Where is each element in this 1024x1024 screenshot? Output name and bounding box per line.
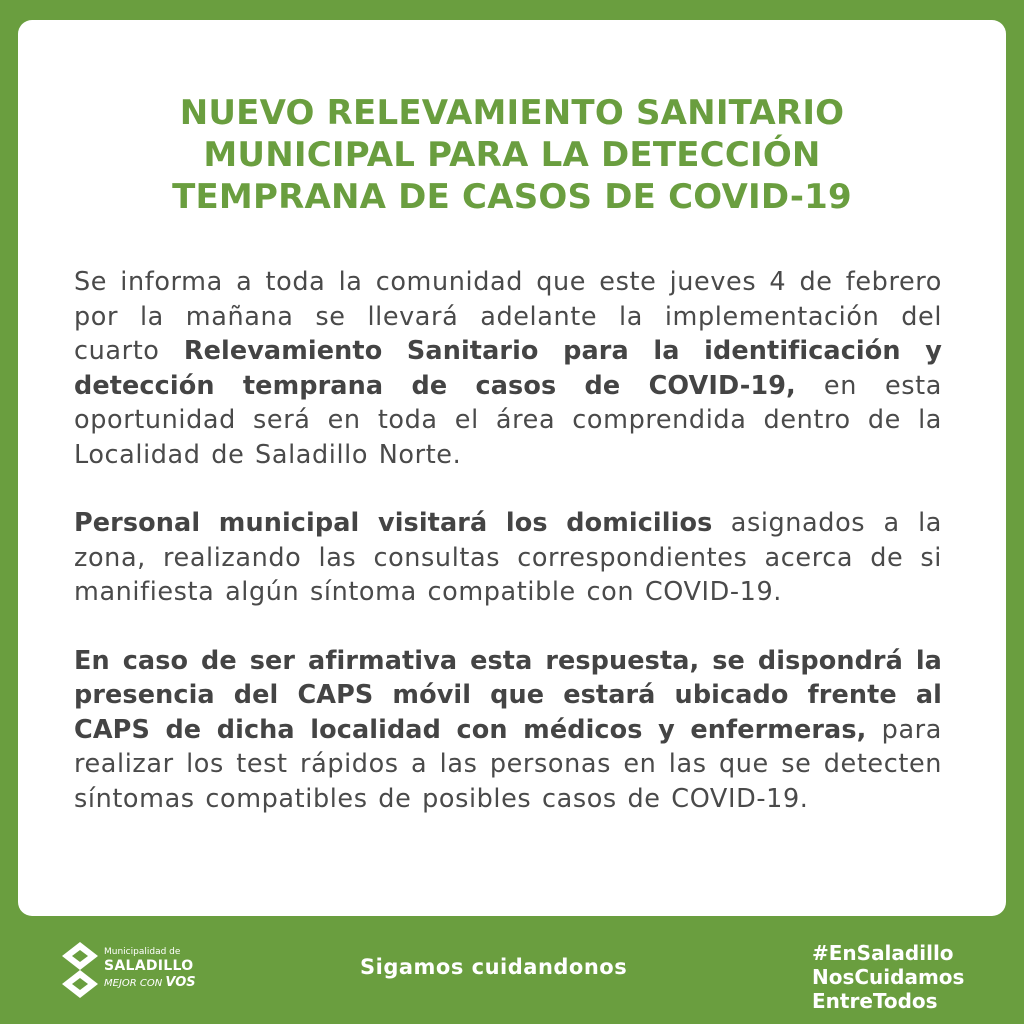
paragraph-1-rest: en esta oportunidad será en toda el área comprendida dentro de la Localidad de Saladillo Norte. (74, 370, 943, 470)
paragraph-1 (74, 265, 942, 472)
logo-tag-prefix: MEJOR CON (104, 978, 163, 989)
hashtag-line-3: EntreTodos (812, 989, 938, 1013)
municipality-logo (62, 940, 202, 1000)
announcement-body (74, 265, 942, 850)
announcement-card (18, 20, 1006, 916)
title-line-2: MUNICIPAL PARA LA DETECCIÓN (203, 135, 821, 175)
hashtag-line-1: #EnSaladillo (812, 941, 954, 965)
paragraph-3-bold: En caso de ser afirmativa esta respuesta, se dispondrá la presencia del CAPS móvil que estará ubicado frente al CAPS de dicha localidad con médicos y enfermeras, (74, 645, 942, 745)
paragraph-2-bold: Personal municipal visitará los domicilios (74, 508, 713, 538)
logo-name: SALADILLO (104, 958, 194, 974)
paragraph-3 (74, 644, 942, 817)
logo-small-text: Municipalidad de (104, 947, 181, 957)
paragraph-2 (74, 506, 942, 610)
title-line-3: TEMPRANA DE CASOS DE COVID-19 (172, 177, 852, 217)
title-line-1: NUEVO RELEVAMIENTO SANITARIO (179, 93, 845, 133)
saladillo-logo-icon (62, 942, 98, 998)
logo-tagline (104, 976, 196, 989)
footer-slogan: Sigamos cuidandonos (360, 955, 628, 979)
hashtag-line-2: NosCuidamos (812, 965, 965, 989)
paragraph-2-rest: asignados a la zona, realizando las consultas correspondientes acerca de si manifiesta algún síntoma compatible con COVID-19. (74, 508, 942, 607)
paragraph-3-rest: para realizar los test rápidos a las personas en las que se detecten síntomas compatibles de posibles casos de COVID-19. (74, 714, 942, 814)
paragraph-1-intro: Se informa a toda la comunidad que este jueves 4 de febrero por la mañana se llevará adelante la implementación del cuarto (74, 267, 942, 366)
logo-tag-emphasis: VOS (165, 975, 196, 990)
paragraph-1-bold: Relevamiento Sanitario para la identificación y detección temprana de casos de COVID-19, (74, 336, 942, 401)
logo-text (104, 948, 196, 989)
footer-hashtag (812, 941, 1012, 1013)
page-title (18, 92, 1006, 218)
